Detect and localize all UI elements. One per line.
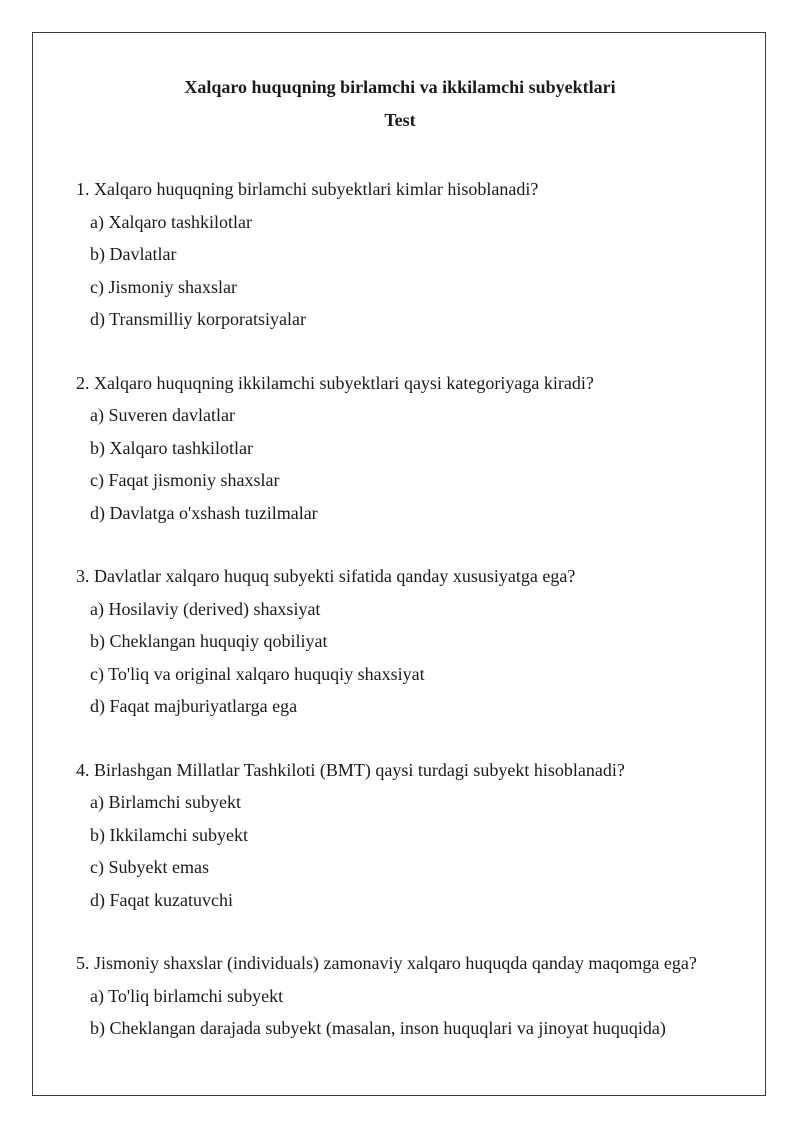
document-subtitle: Test: [384, 110, 416, 130]
question-3: [76, 560, 756, 723]
question-4: [76, 754, 756, 917]
question-2: [76, 367, 756, 530]
answer-option-a: a) Suveren davlatlar: [90, 405, 235, 425]
question-text: 1. Xalqaro huquqning birlamchi subyektlari kimlar hisoblanadi?: [76, 179, 539, 199]
answer-option-b: b) Xalqaro tashkilotlar: [90, 437, 253, 458]
question-text: 4. Birlashgan Millatlar Tashkiloti (BMT) qaysi turdagi subyekt hisoblanadi?: [76, 759, 625, 780]
answer-option-c: c) Jismoniy shaxslar: [90, 276, 237, 297]
question-1: [76, 173, 756, 336]
answer-option-d: d) Transmilliy korporatsiyalar: [90, 309, 306, 329]
answer-option-b: b) Cheklangan huquqiy qobiliyat: [90, 631, 328, 651]
question-5: [76, 947, 756, 1045]
answer-option-a: a) Hosilaviy (derived) shaxsiyat: [90, 598, 321, 619]
answer-option-c: c) Subyekt emas: [90, 857, 209, 877]
answer-option-d: d) Faqat kuzatuvchi: [90, 889, 233, 910]
question-list: [76, 173, 756, 1076]
question-text: 3. Davlatlar xalqaro huquq subyekti sifatida qanday xususiyatga ega?: [76, 566, 576, 586]
answer-option-b: b) Ikkilamchi subyekt: [90, 824, 248, 845]
question-text: 5. Jismoniy shaxslar (individuals) zamonaviy xalqaro huquqda qanday maqomga ega?: [76, 953, 697, 973]
answer-option-a: a) Xalqaro tashkilotlar: [90, 211, 252, 232]
answer-option-a: a) To'liq birlamchi subyekt: [90, 985, 284, 1006]
question-text: 2. Xalqaro huquqning ikkilamchi subyektlari qaysi kategoriyaga kiradi?: [76, 372, 594, 393]
answer-option-d: d) Faqat majburiyatlarga ega: [90, 696, 298, 716]
answer-option-c: c) Faqat jismoniy shaxslar: [90, 470, 280, 490]
document-title: Xalqaro huquqning birlamchi va ikkilamchi subyektlari: [184, 77, 616, 97]
answer-option-c: c) To'liq va original xalqaro huquqiy shaxsiyat: [90, 663, 425, 684]
answer-option-b: b) Davlatlar: [90, 244, 177, 264]
answer-option-b: b) Cheklangan darajada subyekt (masalan, inson huquqlari va jinoyat huquqida): [90, 1018, 666, 1038]
answer-option-a: a) Birlamchi subyekt: [90, 792, 241, 812]
answer-option-d: d) Davlatga o'xshash tuzilmalar: [90, 502, 318, 523]
